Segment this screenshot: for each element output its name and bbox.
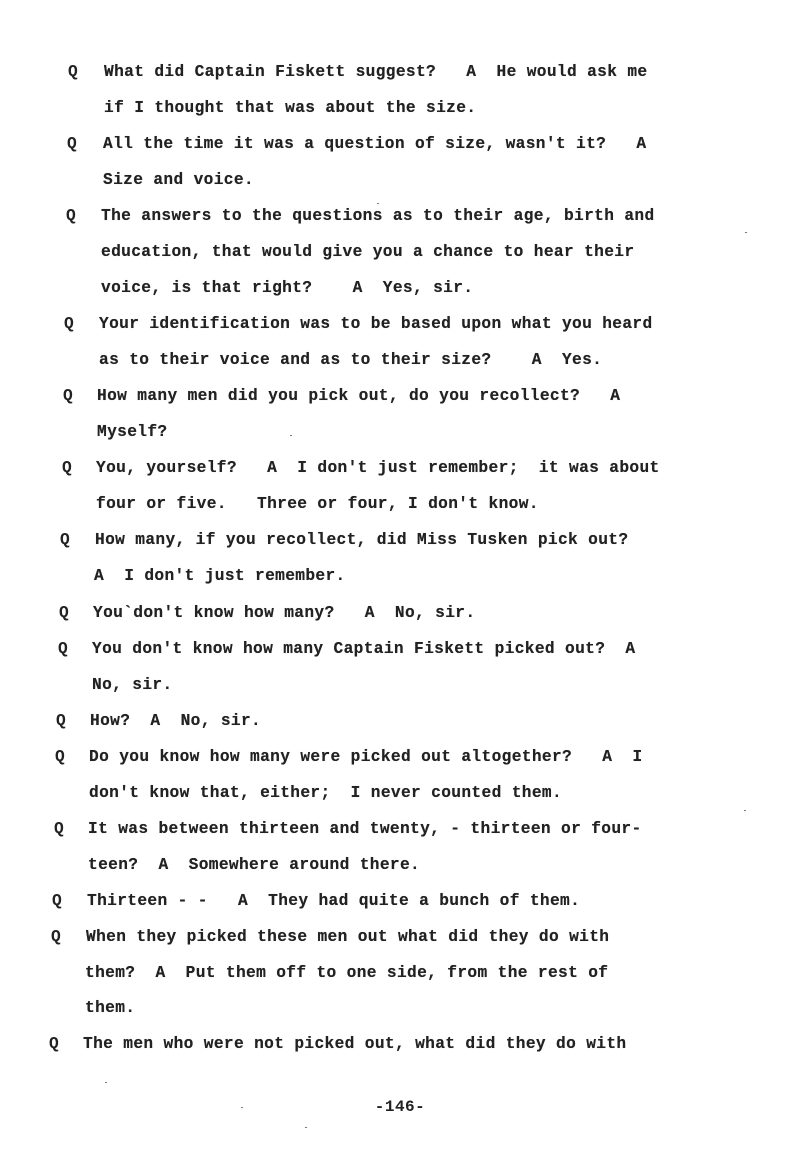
transcript-line: four or five. Three or four, I don't know. <box>96 495 539 513</box>
scan-speck <box>105 1082 107 1083</box>
question-marker: Q <box>67 135 77 153</box>
transcript-line: How many men did you pick out, do you recollect? A <box>97 387 621 405</box>
transcript-line: The men who were not picked out, what did they do with <box>83 1035 627 1053</box>
transcript-line: education, that would give you a chance to hear their <box>101 243 635 261</box>
transcript-line: All the time it was a question of size, wasn't it? A <box>103 135 647 153</box>
transcript-line: Do you know how many were picked out altogether? A I <box>89 748 643 766</box>
scan-speck <box>305 1127 307 1128</box>
question-marker: Q <box>68 63 78 81</box>
question-marker: Q <box>58 640 68 658</box>
transcript-line: You`don't know how many? A No, sir. <box>93 604 476 622</box>
transcript-line: them? A Put them off to one side, from the rest of <box>85 964 609 982</box>
transcript-line: The answers to the questions as to their age, birth and <box>101 207 655 225</box>
transcript-line: Thirteen - - A They had quite a bunch of them. <box>87 892 581 910</box>
question-marker: Q <box>66 207 76 225</box>
question-marker: Q <box>51 928 61 946</box>
transcript-line: if I thought that was about the size. <box>104 99 477 117</box>
scan-speck <box>290 435 292 436</box>
question-marker: Q <box>59 604 69 622</box>
scan-speck <box>377 203 379 204</box>
transcript-line: voice, is that right? A Yes, sir. <box>101 279 474 297</box>
transcript-line: How many, if you recollect, did Miss Tusken pick out? <box>95 531 629 549</box>
transcript-line: Size and voice. <box>103 171 254 189</box>
question-marker: Q <box>49 1035 59 1053</box>
question-marker: Q <box>60 531 70 549</box>
transcript-line: You don't know how many Captain Fiskett picked out? A <box>92 640 636 658</box>
question-marker: Q <box>64 315 74 333</box>
scan-speck <box>241 1107 243 1108</box>
transcript-line: You, yourself? A I don't just remember; it was about <box>96 459 660 477</box>
transcript-line: A I don't just remember. <box>94 567 346 585</box>
question-marker: Q <box>63 387 73 405</box>
transcript-line: How? A No, sir. <box>90 712 262 730</box>
transcript-line: What did Captain Fiskett suggest? A He would ask me <box>104 63 648 81</box>
transcript-line: Myself? <box>97 423 168 441</box>
scan-speck <box>744 810 746 811</box>
question-marker: Q <box>52 892 62 910</box>
transcript-line: When they picked these men out what did they do with <box>86 928 610 946</box>
transcript-line: No, sir. <box>92 676 173 694</box>
question-marker: Q <box>54 820 64 838</box>
page-number: -146- <box>374 1098 426 1116</box>
transcript-line: teen? A Somewhere around there. <box>88 856 421 874</box>
transcript-line: It was between thirteen and twenty, - thirteen or four- <box>88 820 642 838</box>
transcript-line: don't know that, either; I never counted them. <box>89 784 563 802</box>
transcript-line: them. <box>85 999 136 1017</box>
scan-speck <box>745 232 747 233</box>
question-marker: Q <box>55 748 65 766</box>
transcript-line: Your identification was to be based upon what you heard <box>99 315 653 333</box>
question-marker: Q <box>62 459 72 477</box>
question-marker: Q <box>56 712 66 730</box>
transcript-line: as to their voice and as to their size? A Yes. <box>99 351 603 369</box>
